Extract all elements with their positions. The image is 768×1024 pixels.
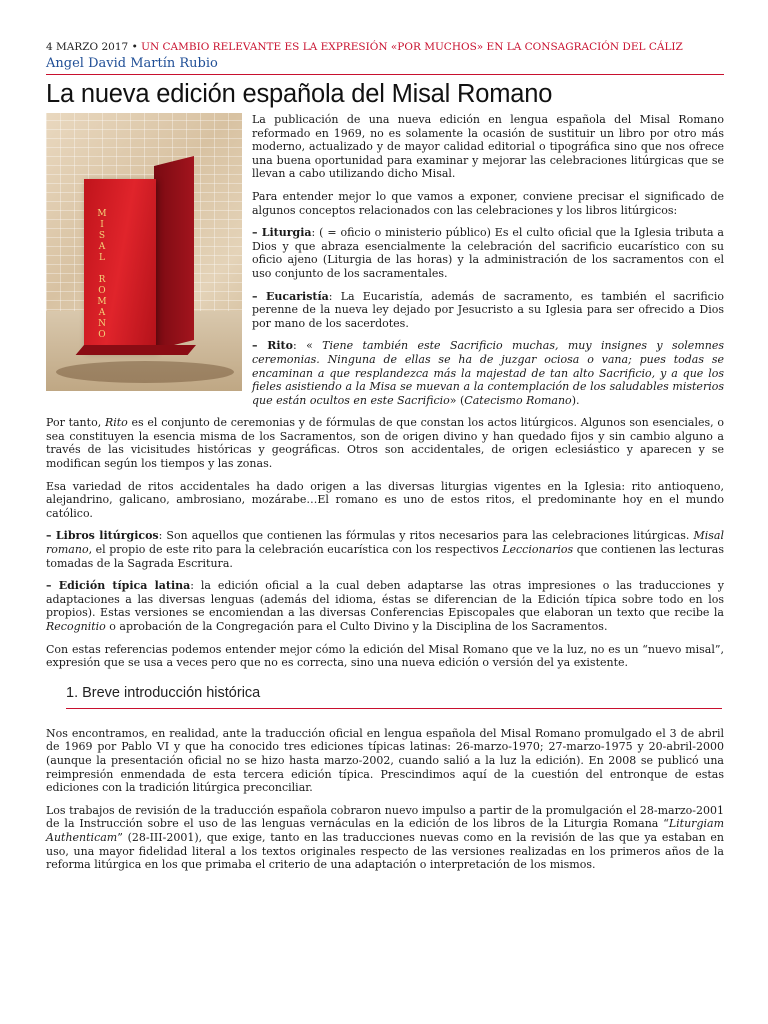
post-meta <box>46 40 724 54</box>
history-paragraph-2: Los trabajos de revisión de la traducción española cobraron nuevo impulso a partir de la promulgación el 28-marzo-2001 de la Instrucción sobre el uso de las lenguas vernáculas en la edición de los libros de la Liturgia Romana “Liturgiam Authenticam” (28-III-2001), que exige, tanto en las traducciones nuevas como en la revisión de las que ya estaban en uso, una mayor fidelidad literal a los textos originales respecto de las versiones realizadas en los primeros años de la reforma litúrgica en los que primaba el criterio de una adaptación o interpretación de los mismos. <box>46 803 724 872</box>
meta-separator: • <box>128 41 142 53</box>
section-body <box>46 727 724 872</box>
variedad-paragraph: Esa variedad de ritos accidentales ha dado origen a las diversas liturgias vigentes en la Iglesia: rito antioqueno, alejandrino, galicano, ambrosiano, mozárabe…El romano es uno de estos ritos, el predominante hoy en el mundo católico. <box>46 479 724 520</box>
definition-libros: – Libros litúrgicos: Son aquellos que contienen las fórmulas y ritos necesarios para las celebraciones litúrgicas. Misal romano, el propio de este rito para la celebración eucarística con los respectivos Leccionarios que contienen las lecturas tomadas de la Sagrada Escritura. <box>46 529 724 570</box>
article-body <box>46 113 724 670</box>
article <box>46 40 724 881</box>
definition-rito: – Rito: « Tiene también este Sacrificio muchas, muy insignes y solemnes ceremonias. Ninguna de ellas se ha de juzgar ociosa o vana; pues todas se encaminan a que resplandezca más la majestad de tan alto Sacrificio, y a que los fieles asistiendo a la Misa se muevan a la contemplación de los saludables misterios que están ocultos en este Sacrificio» (Catecismo Romano). <box>252 339 724 407</box>
article-title: La nueva edición española del Misal Romano <box>46 80 553 108</box>
missal-book-image <box>46 113 242 391</box>
rito-explanation-paragraph: Por tanto, Rito es el conjunto de ceremonias y de fórmulas de que constan los actos litúrgicos. Algunos son esenciales, o sea constituyen la esencia misma de los Sacramentos, son de origen divino y han quedado fijos y sin cambio alguno a través de las vicisitudes históricas y geográficas. Otros son accidentales, de origen eclesiástico y aparecen y se modifican según los tiempos y las zonas. <box>46 416 724 471</box>
definition-edicion: – Edición típica latina: la edición oficial a la cual deben adaptarse las otras impresiones o las traducciones y adaptaciones a las diversas lenguas (además del idioma, éstas se diferencian de la Edición típica sobre todo en los propios). Estas versiones se encomiendan a las diversas Conferencias Episcopales que elaboran un texto que recibe la Recognitio o aprobación de la Congregación para el Culto Divino y la Disciplina de los Sacramentos. <box>46 579 724 633</box>
related-post-link[interactable]: UN CAMBIO RELEVANTE ES LA EXPRESIÓN «POR MUCHOS» EN LA CONSAGRACIÓN DEL CÁLIZ <box>141 41 683 53</box>
book-case-side <box>154 156 194 350</box>
intro-paragraph: La publicación de una nueva edición en lengua española del Misal Romano reformado en 1969, no es solamente la ocasión de sustituir un libro por otro más moderno, actualizado y de mayor calidad editorial o tipográfica sino que nos ofrece una buena oportunidad para examinar y mejorar las celebraciones litúrgicas que se llevan a cabo utilizando dicho Misal. <box>252 113 724 181</box>
concepts-paragraph: Para entender mejor lo que vamos a exponer, conviene precisar el significado de algunos conceptos relacionados con las celebraciones y los libros litúrgicos: <box>252 189 724 217</box>
post-date: 4 MARZO 2017 <box>46 41 129 53</box>
author-name[interactable]: Angel David Martín Rubio <box>46 56 218 71</box>
history-paragraph-1: Nos encontramos, en realidad, ante la traducción oficial en lengua española del Misal Romano promulgado el 3 de abril de 1969 por Pablo VI y que ha conocido tres ediciones típicas latinas: 26-marzo-1970; 27-marzo-1975 y 20-abril-2000 (aunque la presentación oficial no se hizo hasta marzo-2002, cuando salió a la luz la edición). En 2008 se publicó una reimpresión enmendada de esta tercera edición típica. Prescindimos aquí de la cuestión del entronque de estas ediciones con la tradición litúrgica preconciliar. <box>46 726 724 795</box>
header-divider <box>46 74 724 75</box>
book-cover-lettering: M I S A L R O M A N O <box>97 209 107 340</box>
definition-liturgia: – Liturgia: ( = oficio o ministerio público) Es el culto oficial que la Iglesia tributa a Dios y que abraza esencialmente la celebración del sacrificio eucarístico con su oficio ajeno (Liturgia de las horas) y la administración de los sacramentos con el uso conjunto de los sacramentales. <box>252 226 724 280</box>
section-heading: 1. Breve introducción histórica <box>66 684 722 709</box>
definition-eucaristia: – Eucaristía: La Eucaristía, además de sacramento, es también el sacrificio perenne de la nueva ley dejado por Jesucristo a su Iglesia para ser ofrecido a Dios por mano de los sacerdotes. <box>252 289 724 330</box>
referencias-paragraph: Con estas referencias podemos entender mejor cómo la edición del Misal Romano que ve la luz, no es un “nuevo misal”, expresión que se usa a veces pero que no es correcta, sino una nueva edición o versión del ya existente. <box>46 642 724 670</box>
